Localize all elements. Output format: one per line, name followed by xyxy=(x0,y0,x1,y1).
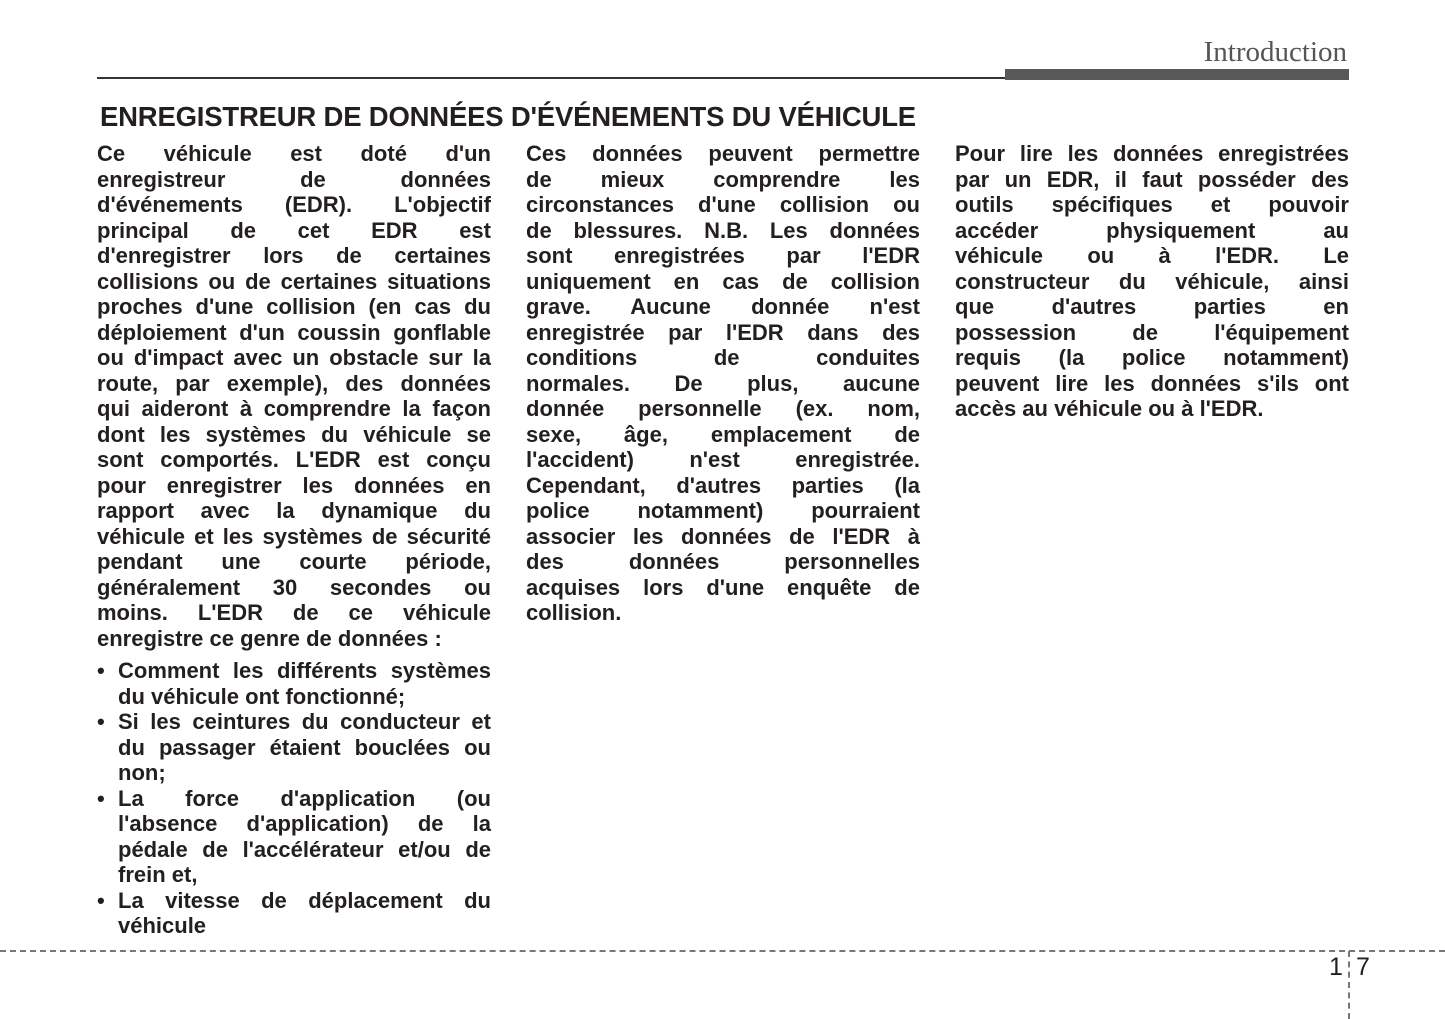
text-line: déploiement d'un coussin gonflable xyxy=(97,319,491,345)
text-line: enregistrée par l'EDR dans des xyxy=(526,319,920,345)
text-line: du passager étaient bouclées ou xyxy=(118,734,491,760)
column-3 xyxy=(955,141,1349,422)
chapter-number: 1 xyxy=(1329,953,1343,981)
text-line: de mieux comprendre les xyxy=(526,166,920,192)
column-2 xyxy=(526,141,920,626)
text-line: accès au véhicule ou à l'EDR. xyxy=(955,396,1264,421)
text-line: collision. xyxy=(526,600,622,625)
text-line: qui aideront à comprendre la façon xyxy=(97,396,491,421)
text-line: sont enregistrées par l'EDR xyxy=(526,243,920,268)
text-line: que d'autres parties en xyxy=(955,294,1349,319)
text-line: donnée personnelle (ex. nom, xyxy=(526,396,920,421)
section-header: Introduction xyxy=(1203,36,1347,68)
text-line: accéder physiquement au xyxy=(955,217,1349,243)
text-line: grave. Aucune donnée n'est xyxy=(526,294,920,319)
text-line: généralement 30 secondes ou xyxy=(97,574,491,600)
text-line: collisions ou de certaines situations xyxy=(97,268,491,294)
header-rule xyxy=(97,77,1007,79)
text-line: de blessures. N.B. Les données xyxy=(526,217,920,243)
text-line: véhicule xyxy=(118,913,207,938)
page-title: ENREGISTREUR DE DONNÉES D'ÉVÉNEMENTS DU VÉHICULE xyxy=(100,101,916,132)
text-line: enregistreur de données xyxy=(97,166,491,192)
text-line: La vitesse de déplacement du xyxy=(118,887,491,913)
text-line: pédale de l'accélérateur et/ou de xyxy=(118,836,491,862)
text-line: principal de cet EDR est xyxy=(97,217,491,243)
text-line: sexe, âge, emplacement de xyxy=(526,421,920,447)
bullet-item xyxy=(97,658,491,709)
bullet-item xyxy=(97,786,491,888)
text-line: Pour lire les données enregistrées xyxy=(955,141,1349,166)
text-line: frein et, xyxy=(118,862,198,887)
text-line: police notamment) pourraient xyxy=(526,498,920,523)
text-line: par un EDR, il faut posséder des xyxy=(955,166,1349,192)
text-line: Si les ceintures du conducteur et xyxy=(118,709,491,734)
text-line: véhicule et les systèmes de sécurité xyxy=(97,523,491,549)
text-line: enregistre ce genre de données : xyxy=(97,625,442,651)
page-number: 7 xyxy=(1356,953,1370,981)
text-line: l'accident) n'est enregistrée. xyxy=(526,447,920,472)
text-line: route, par exemple), des données xyxy=(97,370,491,396)
text-line: peuvent lire les données s'ils ont xyxy=(955,370,1349,396)
text-line: proches d'une collision (en cas du xyxy=(97,294,491,319)
text-line: non; xyxy=(118,760,166,785)
text-line: ou d'impact avec un obstacle sur la xyxy=(97,345,491,370)
text-line: pour enregistrer les données en xyxy=(97,472,491,498)
header-bar xyxy=(1005,69,1349,80)
text-line: outils spécifiques et pouvoir xyxy=(955,192,1349,217)
text-line: pendant une courte période, xyxy=(97,549,491,574)
paragraph xyxy=(97,141,491,651)
text-line: moins. L'EDR de ce véhicule xyxy=(97,600,491,625)
text-line: des données personnelles xyxy=(526,549,920,574)
bullet-icon: • xyxy=(97,709,105,734)
text-line: d'événements (EDR). L'objectif xyxy=(97,192,491,217)
text-line: sont comportés. L'EDR est conçu xyxy=(97,447,491,472)
text-line: Cependant, d'autres parties (la xyxy=(526,472,920,498)
bullet-item xyxy=(97,709,491,786)
bullet-item xyxy=(97,888,491,939)
bullet-icon: • xyxy=(97,658,105,683)
text-line: normales. De plus, aucune xyxy=(526,370,920,396)
text-line: Comment les différents systèmes xyxy=(118,658,491,683)
text-line: circonstances d'une collision ou xyxy=(526,192,920,217)
text-line: Ces données peuvent permettre xyxy=(526,141,920,166)
text-line: acquises lors d'une enquête de xyxy=(526,574,920,600)
text-line: possession de l'équipement xyxy=(955,319,1349,345)
text-line: d'enregistrer lors de certaines xyxy=(97,243,491,268)
paragraph xyxy=(526,141,920,626)
text-line: dont les systèmes du véhicule se xyxy=(97,421,491,447)
paragraph xyxy=(955,141,1349,422)
bullet-icon: • xyxy=(97,887,105,913)
text-line: véhicule ou à l'EDR. Le xyxy=(955,243,1349,268)
page-number-divider xyxy=(1348,951,1350,1019)
footer-divider xyxy=(0,950,1445,952)
text-line: requis (la police notamment) xyxy=(955,345,1349,370)
column-1 xyxy=(97,141,491,939)
bullet-icon: • xyxy=(97,785,105,811)
text-line: uniquement en cas de collision xyxy=(526,268,920,294)
text-line: associer les données de l'EDR à xyxy=(526,523,920,549)
text-line: conditions de conduites xyxy=(526,345,920,370)
text-line: La force d'application (ou xyxy=(118,785,491,811)
bullet-list xyxy=(97,658,491,939)
text-line: rapport avec la dynamique du xyxy=(97,498,491,523)
text-line: l'absence d'application) de la xyxy=(118,811,491,836)
text-line: du véhicule ont fonctionné; xyxy=(118,683,406,709)
text-line: Ce véhicule est doté d'un xyxy=(97,141,491,166)
text-line: constructeur du véhicule, ainsi xyxy=(955,268,1349,294)
